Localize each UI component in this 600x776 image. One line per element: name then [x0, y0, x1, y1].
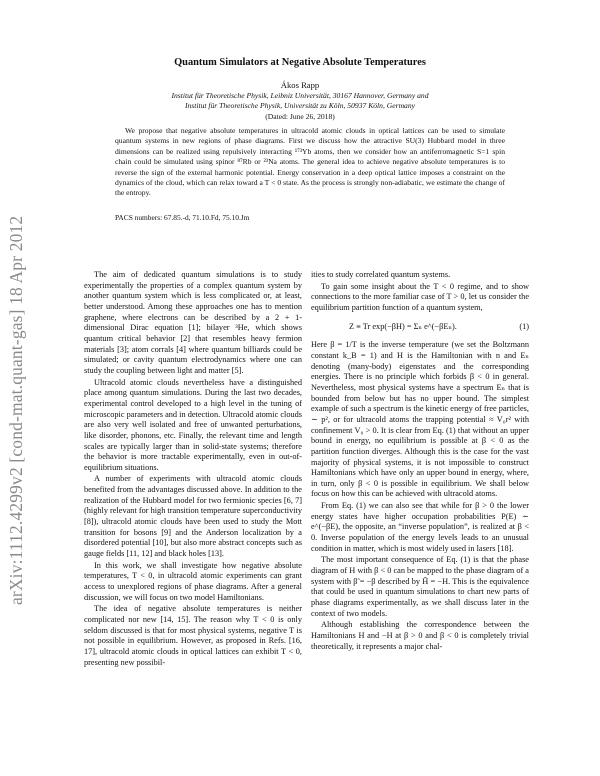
equation-1 [311, 322, 529, 333]
paragraph: To gain some insight about the T < 0 regime, and to show connections to the more familiar case of T > 0, let us consider the equilibrium partition function of a quantum system, [311, 281, 529, 312]
left-column [84, 270, 302, 669]
date-line: (Dated: June 26, 2018) [265, 112, 335, 121]
equation-expression: Z ≡ Tr exp(−βH) = Σₙ e^(−βEₙ). [349, 321, 457, 331]
paper-title: Quantum Simulators at Negative Absolute Temperatures [174, 57, 426, 68]
paragraph: Here β = 1/T is the inverse temperature (we set the Boltzmann constant k_B = 1) and H is the Hamiltonian with n and Eₙ denoting (many-body) eigenstates and the corresponding energies. There is no principle which forbids β < 0 in general. Nevertheless, most physical systems have a spectrum Eₙ that is bounded from below but has no upper bound. The simplest example of such a spectrum is the kinetic energy of free particles, ∼ p², or for ultracold atoms the trapping potential ≈ V₀r² with confinement V₀ > 0. It is clear from Eq. (1) that without an upper bound in energy, no equilibrium is possible at β < 0 as the partition function diverges. Although this is the case for the vast majority of physical systems, it is not impossible to construct Hamiltonians which have only an upper bound in energy, where, in turn, only β < 0 is possible in equilibrium. We shall below focus on how this can be achieved with ultracold atoms. [311, 340, 529, 499]
paragraph: Although establishing the correspondence between the Hamiltonians H and −H at β > 0 and β < 0 is completely trivial theoretically, it represents a major chal- [311, 620, 529, 651]
arxiv-identifier: arXiv:1112.4299v2 [cond-mat.quant-gas] 18 Apr 2012 [6, 215, 26, 605]
affiliation-1: Institut für Theoretische Physik, Leibniz Universität, 30167 Hannover, Germany and [171, 91, 429, 100]
paragraph: The most important consequence of Eq. (1) is that the phase diagram of H with β < 0 can be mapped to the phase diagram of a system with β̃ = −β described by H̃ = −H. This is the equivalence that could be used in quantum simulations to chart new parts of phase diagrams experimentally, as we shall discuss later in the context of two models. [311, 555, 529, 618]
paragraph: A number of experiments with ultracold atomic clouds benefited from the advantages discussed above. In addition to the realization of the Hubbard model for two fermionic species [6, 7] (highly relevant for high transition temperature superconductivity [8]), ultracold atomic clouds have been used to study the Mott transition for bosons [9] and the Anderson localization by a disordered potential [10], but also more abstract concepts such as gauge fields [11, 12] and black holes [13]. [84, 474, 302, 559]
paragraph: Ultracold atomic clouds nevertheless have a distinguished place among quantum simulations. During the last two decades, experimental control developed to a high level in the tuning of microscopic parameters and in detection. Ultracold atomic clouds are also very well isolated and free of unwanted perturbations, like disorder, phonons, etc. Finally, the relevant time and length scales are typically larger than in solid-state systems; therefore the behavior is more tractable experimentally, even in out-of-equilibrium situations. [84, 377, 302, 472]
right-column [311, 270, 529, 653]
author-name: Ákos Rapp [280, 80, 320, 90]
paragraph: In this work, we shall investigate how negative absolute temperatures, T < 0, in ultracold atomic experiments can grant access to unexplored regions of phase diagrams. After a general discussion, we will focus on two model Hamiltonians. [84, 560, 302, 602]
equation-number: (1) [519, 321, 529, 331]
abstract: We propose that negative absolute temperatures in ultracold atomic clouds in optical lattices can be used to simulate quantum systems in new regions of phase diagrams. First we discuss how the attractive SU(3) Hubbard model in three dimensions can be realized using repulsively interacting ¹⁷³Yb atoms, then we consider how an antiferromagnetic S=1 spin chain could be simulated using spinor ⁸⁷Rb or ²³Na atoms. The general idea to achieve negative absolute temperatures is to reverse the sign of the external harmonic potential. Energy conservation in a deep optical lattice imposes a constraint on the dynamics of the cloud, which can relax toward a T < 0 state. As the process is strongly non-adiabatic, we estimate the change of the entropy. [115, 126, 505, 198]
affiliation-2: Institut für Theoretische Physik, Universität zu Köln, 50937 Köln, Germany [184, 101, 416, 110]
pacs-numbers: PACS numbers: 67.85.-d, 71.10.Fd, 75.10.Jm [115, 213, 250, 222]
paragraph: ities to study correlated quantum systems. [311, 270, 451, 279]
paragraph: From Eq. (1) we can also see that while for β > 0 the lower energy states have higher occupation probabilities P(E) ∼ e^(−βE), the opposite, an “inverse population”, is realized at β < 0. Inverse population of the energy levels leads to an unusual condition in matter, which is most widely used in lasers [18]. [311, 501, 529, 553]
paragraph: The idea of negative absolute temperatures is neither complicated nor new [14, 15]. The reason why T < 0 is only seldom discussed is that for most physical systems, negative T is not possible in equilibrium. However, as proposed in Refs. [16, 17], ultracold atomic clouds in optical lattices can exhibit T < 0, presenting new possibil- [84, 604, 302, 667]
paragraph: The aim of dedicated quantum simulations is to study experimentally the properties of a complex quantum system by another quantum system which is less complicated or, at least, better understood. Among these approaches one has to mention graphene, where electrons can be described by a 2 + 1-dimensional Dirac equation [1]; bilayer ³He, which shows quantum critical behavior [2] that resembles heavy fermion materials [3]; atom corrals [4] where quantum billiards could be simulated; or cavity quantum electrodynamics where one can study the coupling between light and matter [5]. [84, 270, 302, 375]
